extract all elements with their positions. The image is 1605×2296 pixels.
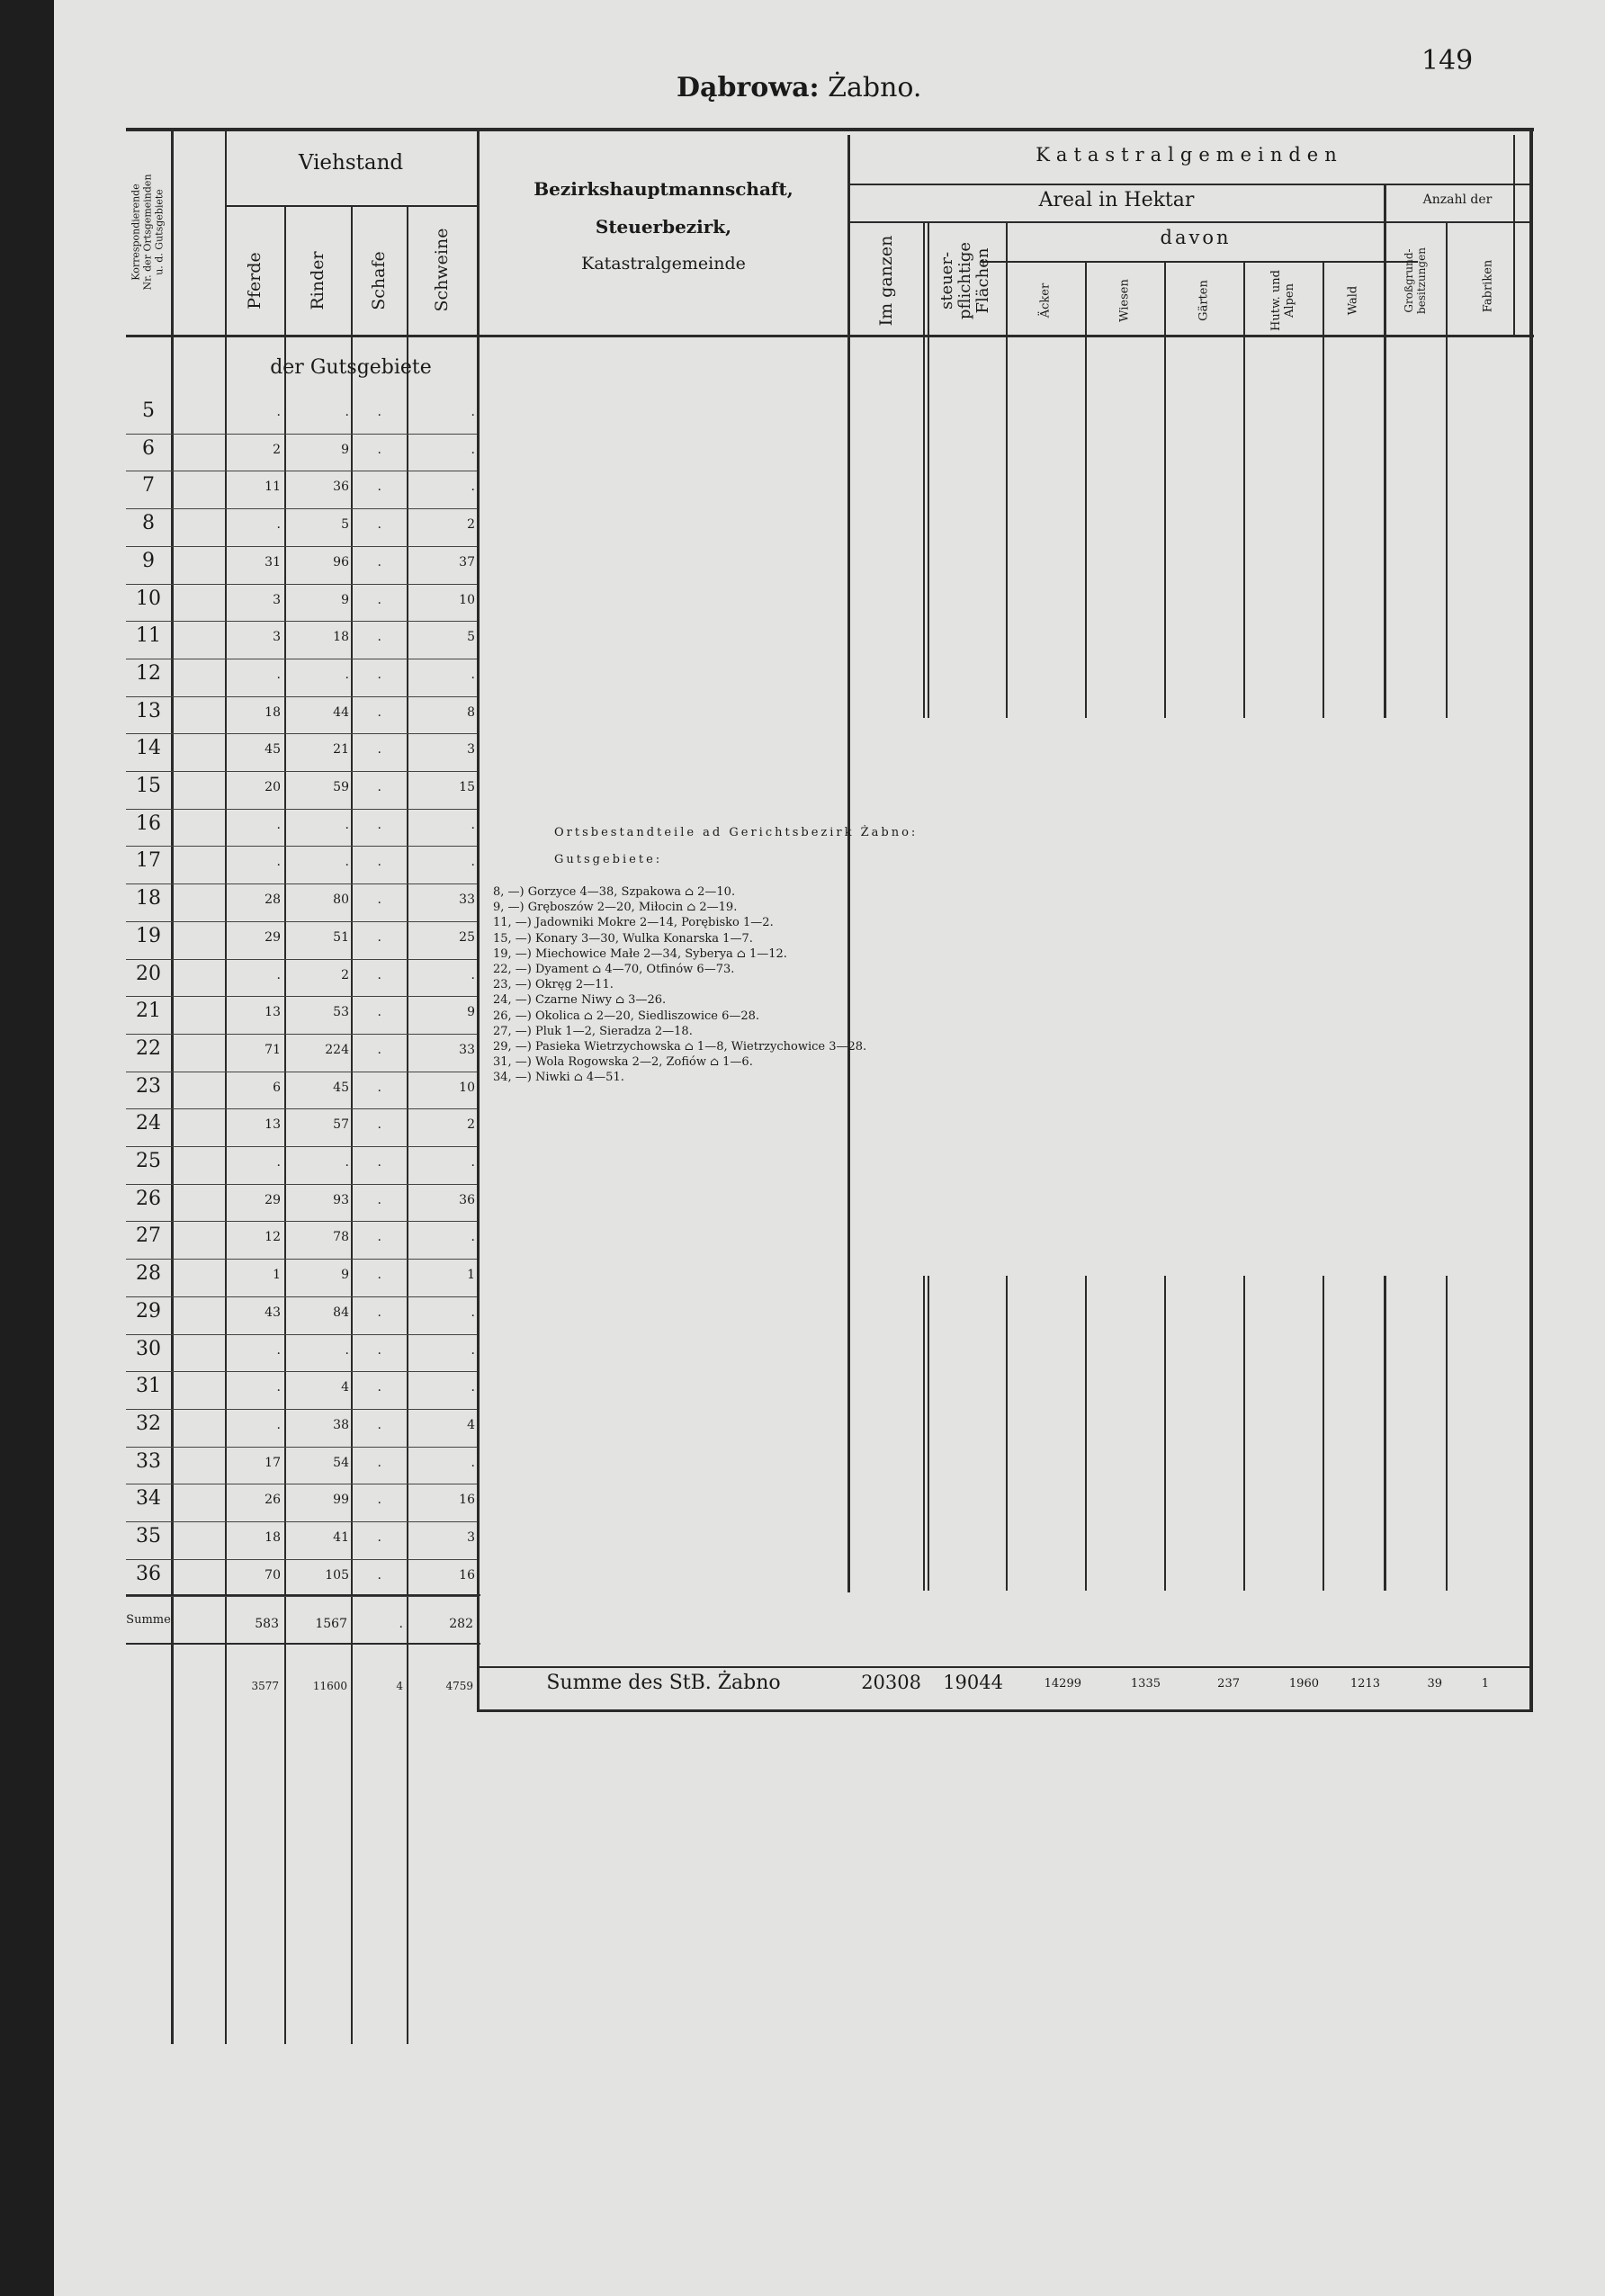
cell-schafe: . [377,1305,381,1320]
cell-schweine: . [471,667,475,682]
row-number: 30 [136,1337,161,1360]
cell-rinder: 9 [341,592,349,607]
cell-rinder: 57 [333,1117,349,1133]
cell-schweine: . [471,405,475,419]
table-top-border [126,128,1534,131]
row-number: 17 [136,849,161,873]
row-number: 22 [136,1036,161,1060]
hutweiden-header: Hutw. und Alpen [1269,270,1296,331]
cell-schweine: 3 [467,1530,475,1545]
cell-pferde: . [276,405,281,419]
row-number: 20 [136,962,161,985]
cell-pferde: 3 [273,592,281,607]
total-im-ganzen: 20308 [861,1672,921,1693]
cell-schafe: . [377,1567,381,1583]
cell-pferde: . [276,855,281,870]
row-rule [126,1521,477,1522]
page-title: Dąbrowa: Żabno. [677,72,922,103]
cell-schweine: . [471,967,475,982]
cell-schafe: . [377,1530,381,1545]
cell-rinder: . [345,817,349,832]
cell-schweine: 1 [467,1268,475,1283]
cell-rinder: 5 [341,517,349,533]
cell-pferde: 26 [265,1493,281,1508]
cell-rinder: 80 [333,892,349,908]
row-number: 14 [136,737,161,760]
row-number: 31 [136,1375,161,1398]
cell-schweine: 2 [467,517,475,533]
total-pferde: 3577 [251,1680,279,1692]
cell-schweine: 9 [467,1005,475,1020]
section-label: der Gutsgebiete [270,356,432,379]
row-rule [126,846,477,847]
cell-schweine: 10 [459,592,475,607]
bezirk-header-line3: Katastralgemeinde [581,254,746,274]
cell-rinder: 59 [333,780,349,794]
cell-pferde: . [276,1155,281,1170]
grossgrund-header: Großgrund-besitzungen [1403,247,1428,314]
cell-schafe: . [377,1005,381,1020]
steuer-header: steuer- pflichtige Flächen [937,241,992,320]
cell-rinder: 45 [333,1080,349,1095]
total-wald: 1213 [1349,1677,1380,1691]
bezirk-header-line2: Steuerbezirk, [595,216,732,238]
cell-schafe: . [377,817,381,832]
cell-schafe: . [377,1380,381,1395]
cell-schweine: 37 [459,554,475,570]
ortsbestandteile-line: 34, —) Niwki ⌂ 4—51. [493,1071,624,1085]
cell-pferde: 17 [265,1455,281,1470]
name-column-rule [477,128,480,1711]
cell-schafe: . [377,704,381,720]
rinder-header: Rinder [308,251,327,310]
total-wiesen: 1335 [1130,1677,1161,1691]
summe-schafe: . [399,1617,403,1631]
cell-rinder: 9 [341,442,349,457]
row-rule [126,1034,477,1035]
cell-pferde: . [276,1342,281,1358]
ortsbestandteile-line: 15, —) Konary 3—30, Wulka Konarska 1—7. [493,931,753,946]
bezirk-header-line1: Bezirkshauptmannschaft, [534,178,794,200]
fabriken-header: Fabriken [1481,259,1495,313]
cell-schweine: . [471,442,475,457]
cell-schweine: 3 [467,742,475,758]
ledger-page [54,0,1605,2296]
row-rule [126,1559,477,1560]
cell-pferde: 70 [265,1567,281,1583]
im-ganzen-header: Im ganzen [876,235,896,327]
cell-pferde: 31 [265,554,281,570]
cell-schweine: 10 [459,1080,475,1095]
cell-pferde: 71 [265,1042,281,1057]
page-number: 149 [1421,45,1474,76]
cell-rinder: . [345,855,349,870]
row-number: 12 [136,661,161,685]
ortsbestandteile-line: 19, —) Miechowice Małe 2—34, Syberya ⌂ 1—12. [493,946,787,961]
total-schweine: 4759 [445,1680,473,1692]
row-rule [126,1259,477,1260]
cell-pferde: 6 [273,1080,281,1095]
row-number: 19 [136,924,161,947]
summe-schweine: 282 [449,1617,473,1631]
cell-schafe: . [377,742,381,758]
cell-schweine: . [471,1230,475,1245]
cell-schweine: . [471,1380,475,1395]
cell-schafe: . [377,667,381,682]
cell-pferde: 11 [265,480,281,495]
ortsbestandteile-line: 27, —) Pluk 1—2, Sieradza 2—18. [493,1024,693,1038]
row-rule [126,1146,477,1147]
cell-rinder: . [345,1342,349,1358]
cell-rinder: 41 [333,1530,349,1545]
cell-schweine: . [471,1342,475,1358]
cell-pferde: 43 [265,1305,281,1320]
cell-pferde: 28 [265,892,281,908]
total-gross: 39 [1427,1677,1442,1691]
cell-pferde: 20 [265,780,281,794]
total-schafe: 4 [396,1680,403,1692]
total-gaerten: 237 [1217,1677,1240,1691]
cell-schafe: . [377,630,381,645]
row-rule [126,1371,477,1372]
cell-schweine: 33 [459,1042,475,1057]
cell-rinder: . [345,405,349,419]
cell-rinder: 84 [333,1305,349,1320]
cell-rinder: 78 [333,1230,349,1245]
cell-schweine: 4 [467,1417,475,1432]
row-rule [126,733,477,734]
cell-schafe: . [377,1455,381,1470]
cell-schafe: . [377,929,381,945]
ortsbestandteile-line: 9, —) Gręboszów 2—20, Miłocin ⌂ 2—19. [493,901,738,915]
cell-rinder: 21 [333,742,349,758]
cell-pferde: 13 [265,1117,281,1133]
cell-schweine: . [471,480,475,495]
nr-column-rule [171,128,174,2044]
cell-pferde: 18 [265,1530,281,1545]
row-number: 21 [136,1000,161,1023]
cell-schafe: . [377,442,381,457]
cell-schweine: 33 [459,892,475,908]
ortsbestandteile-line: 11, —) Jadowniki Mokre 2—14, Porębisko 1—2. [493,916,774,930]
cell-pferde: 12 [265,1230,281,1245]
cell-schafe: . [377,554,381,570]
cell-schafe: . [377,1493,381,1508]
row-number: 15 [136,775,161,797]
cell-rinder: 4 [341,1380,349,1395]
cell-pferde: 1 [273,1268,281,1283]
cell-pferde: . [276,967,281,982]
ortsbestandteile-line: 22, —) Dyament ⌂ 4—70, Otfinów 6—73. [493,963,735,976]
anzahl-header: Anzahl der [1422,193,1493,207]
cell-pferde: . [276,517,281,533]
row-rule [126,1296,477,1297]
row-rule [126,771,477,772]
cell-schafe: . [377,1230,381,1245]
ortsbestandteile-line: 31, —) Wola Rogowska 2—2, Zofiów ⌂ 1—6. [493,1055,753,1070]
row-rule [126,1409,477,1410]
cell-schweine: 15 [459,780,475,794]
row-rule [126,584,477,585]
summe-pferde: 583 [255,1617,279,1631]
row-number: 8 [142,512,155,535]
cell-schweine: . [471,855,475,870]
row-number: 33 [136,1449,161,1473]
cell-rinder: 18 [333,630,349,645]
row-number: 23 [136,1074,161,1098]
cell-pferde: 13 [265,1005,281,1020]
row-rule [126,959,477,960]
cell-schweine: 5 [467,630,475,645]
davon-header: davon [1160,227,1232,248]
cell-schafe: . [377,1417,381,1432]
row-number: 5 [142,399,155,422]
ortsbestandteile-sub: Gutsgebiete: [554,853,663,866]
cell-pferde: 45 [265,742,281,758]
cell-rinder: . [345,1155,349,1170]
row-number: 25 [136,1150,161,1172]
cell-schafe: . [377,405,381,419]
cell-schweine: . [471,1455,475,1470]
row-number: 36 [136,1562,161,1585]
row-number: 9 [142,549,155,572]
cell-schafe: . [377,1155,381,1170]
row-rule [126,1334,477,1335]
cell-pferde: 18 [265,704,281,720]
ortsbestandteile-line: 23, —) Okręg 2—11. [493,978,614,992]
total-fabriken: 1 [1481,1677,1489,1691]
cell-schafe: . [377,480,381,495]
cell-rinder: 36 [333,480,349,495]
schweine-header: Schweine [432,228,452,312]
areal-header: Areal in Hektar [1038,189,1195,211]
cell-schweine: . [471,1305,475,1320]
ortsbestandteile-line: 8, —) Gorzyce 4—38, Szpakowa ⌂ 2—10. [493,885,736,899]
row-rule [126,1108,477,1109]
row-number: 6 [142,436,155,460]
row-number: 29 [136,1299,161,1323]
row-rule [126,434,477,435]
cell-schafe: . [377,892,381,908]
row-number: 35 [136,1525,161,1547]
viehstand-header: Viehstand [298,151,404,175]
ortsbestandteile-line: 26, —) Okolica ⌂ 2—20, Siedliszowice 6—28. [493,1009,760,1023]
cell-rinder: 93 [333,1192,349,1207]
cell-pferde: 2 [273,442,281,457]
aecker-header: Äcker [1038,283,1053,318]
row-number: 26 [136,1187,161,1210]
total-hutw: 1960 [1288,1677,1319,1691]
cell-pferde: 29 [265,929,281,945]
summe-rinder: 1567 [315,1617,347,1631]
row-rule [126,696,477,697]
wiesen-header: Wiesen [1117,279,1132,322]
cell-schafe: . [377,1268,381,1283]
ortsbestandteile-line: 24, —) Czarne Niwy ⌂ 3—26. [493,993,667,1008]
cell-pferde: 3 [273,630,281,645]
cell-pferde: . [276,817,281,832]
total-rinder: 11600 [312,1680,347,1692]
cell-schweine: 16 [459,1493,475,1508]
kataster-header: Katastralgemeinden [1036,144,1343,166]
cell-pferde: . [276,667,281,682]
cell-rinder: . [345,667,349,682]
cell-schweine: 36 [459,1192,475,1207]
cell-rinder: 53 [333,1005,349,1020]
cell-rinder: 44 [333,704,349,720]
cell-schafe: . [377,1117,381,1133]
cell-schafe: . [377,592,381,607]
row-rule [126,921,477,922]
row-number: 18 [136,887,161,910]
wald-header: Wald [1346,285,1360,316]
cell-schweine: 16 [459,1567,475,1583]
cell-schafe: . [377,1042,381,1057]
row-number: 24 [136,1112,161,1135]
cell-schafe: . [377,517,381,533]
row-number: 16 [136,812,161,835]
row-rule [126,996,477,997]
table-right-border [1529,128,1533,1711]
row-rule [126,1447,477,1448]
cell-rinder: 105 [325,1567,349,1583]
cell-schweine: . [471,1155,475,1170]
row-rule [126,621,477,622]
row-number: 34 [136,1487,161,1511]
pferde-header: Pferde [245,252,265,309]
schafe-header: Schafe [369,251,389,310]
total-label: Summe des StB. Żabno [546,1672,781,1694]
row-number-header: Korrespondierende Nr. der Ortsgemeinden u. d. Gutsgebiete [130,174,166,291]
row-rule [126,546,477,547]
cell-schafe: . [377,1342,381,1358]
row-number: 27 [136,1224,161,1248]
row-number: 28 [136,1262,161,1286]
row-rule [126,883,477,884]
gaerten-header: Gärten [1197,280,1211,321]
cell-pferde: . [276,1380,281,1395]
cell-schafe: . [377,1192,381,1207]
row-rule [126,1221,477,1222]
row-rule [126,1184,477,1185]
total-aecker: 14299 [1044,1677,1081,1691]
cell-rinder: 224 [325,1042,349,1057]
row-rule [126,1596,477,1597]
row-number: 11 [136,624,161,648]
cell-schweine: 25 [459,929,475,945]
total-steuer: 19044 [943,1672,1003,1693]
cell-schweine: 8 [467,704,475,720]
cell-schafe: . [377,855,381,870]
row-number: 32 [136,1412,161,1435]
cell-pferde: . [276,1417,281,1432]
cell-rinder: 51 [333,929,349,945]
summe-label: Summe [126,1613,171,1627]
cell-rinder: 38 [333,1417,349,1432]
ortsbestandteile-line: 29, —) Pasieka Wietrzychowska ⌂ 1—8, Wietrzychowice 3—28. [493,1040,867,1054]
row-number: 13 [136,699,161,722]
row-number: 10 [136,587,161,610]
row-rule [126,508,477,509]
cell-schweine: . [471,817,475,832]
ortsbestandteile-heading: Ortsbestandteile ad Gerichtsbezirk Żabno: [554,826,919,839]
cell-schafe: . [377,1080,381,1095]
cell-schafe: . [377,780,381,794]
cell-rinder: 96 [333,554,349,570]
cell-schweine: 2 [467,1117,475,1133]
cell-rinder: 99 [333,1493,349,1508]
cell-schafe: . [377,967,381,982]
row-rule [126,809,477,810]
row-number: 7 [142,474,155,498]
cell-rinder: 2 [341,967,349,982]
cell-rinder: 9 [341,1268,349,1283]
cell-pferde: 29 [265,1192,281,1207]
cell-rinder: 54 [333,1455,349,1470]
